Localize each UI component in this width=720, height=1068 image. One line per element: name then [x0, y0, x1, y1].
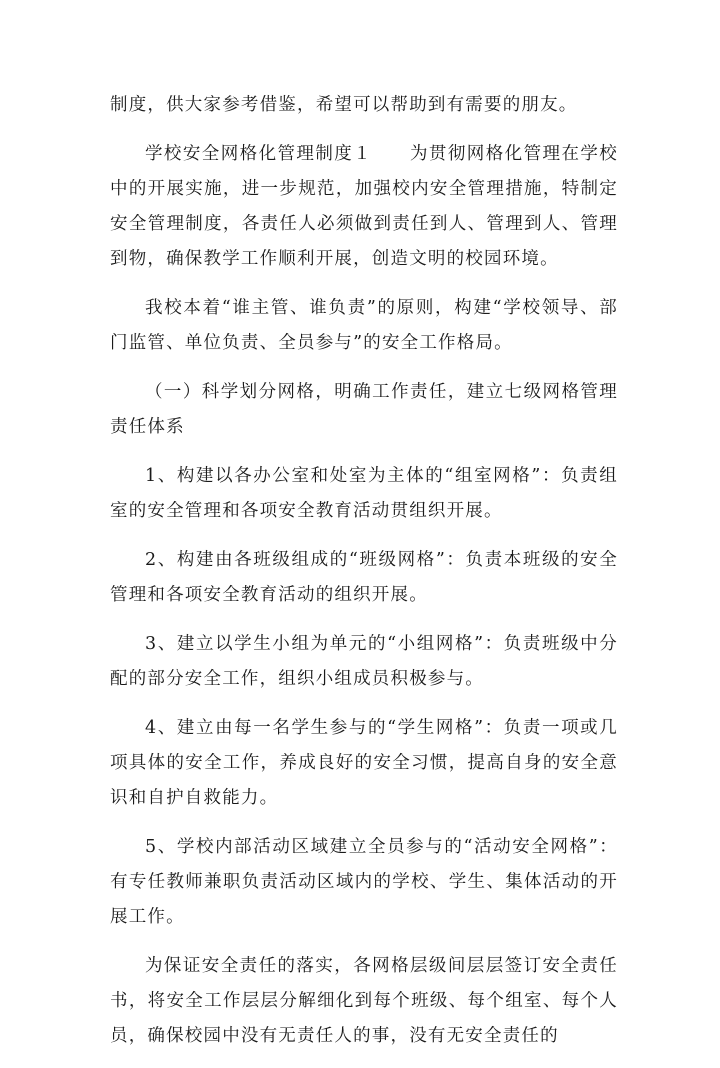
- paragraph-8: 4、建立由每一名学生参与的“学生网格”：负责一项或几项具体的安全工作，养成良好的安全习惯，提高自身的安全意识和自护自救能力。: [110, 718, 618, 808]
- paragraph-6: 2、构建由各班级组成的“班级网格”：负责本班级的安全管理和各项安全教育活动的组织开展。: [110, 550, 618, 605]
- paragraph-3: 我校本着“谁主管、谁负责”的原则，构建“学校领导、部门监管、单位负责、全员参与”的安全工作格局。: [110, 298, 618, 353]
- paragraph-9: 5、学校内部活动区域建立全员参与的“活动安全网格”：有专任教师兼职负责活动区域内的学校、学生、集体活动的开展工作。: [110, 837, 618, 927]
- paragraph-5: 1、构建以各办公室和处室为主体的“组室网格”：负责组室的安全管理和各项安全教育活动贯组织开展。: [110, 466, 618, 521]
- paragraph-10: 为保证安全责任的落实，各网格层级间层层签订安全责任书，将安全工作层层分解细化到每个班级、每个组室、每个人员，确保校园中没有无责任人的事，没有无安全责任的: [110, 956, 618, 1046]
- document-page: [110, 88, 618, 1068]
- paragraph-4-heading: （一）科学划分网格，明确工作责任，建立七级网格管理责任体系: [110, 382, 618, 437]
- paragraph-2: 学校安全网格化管理制度１ 为贯彻网格化管理在学校中的开展实施，进一步规范，加强校内安全管理措施，特制定安全管理制度，各责任人必须做到责任到人、管理到人、管理到物，确保教学工作顺利开展，创造文明的校园环境。: [110, 144, 618, 269]
- paragraph-7: 3、建立以学生小组为单元的“小组网格”：负责班级中分配的部分安全工作，组织小组成员积极参与。: [110, 634, 618, 689]
- paragraph-1: 制度，供大家参考借鉴，希望可以帮助到有需要的朋友。: [110, 95, 578, 115]
